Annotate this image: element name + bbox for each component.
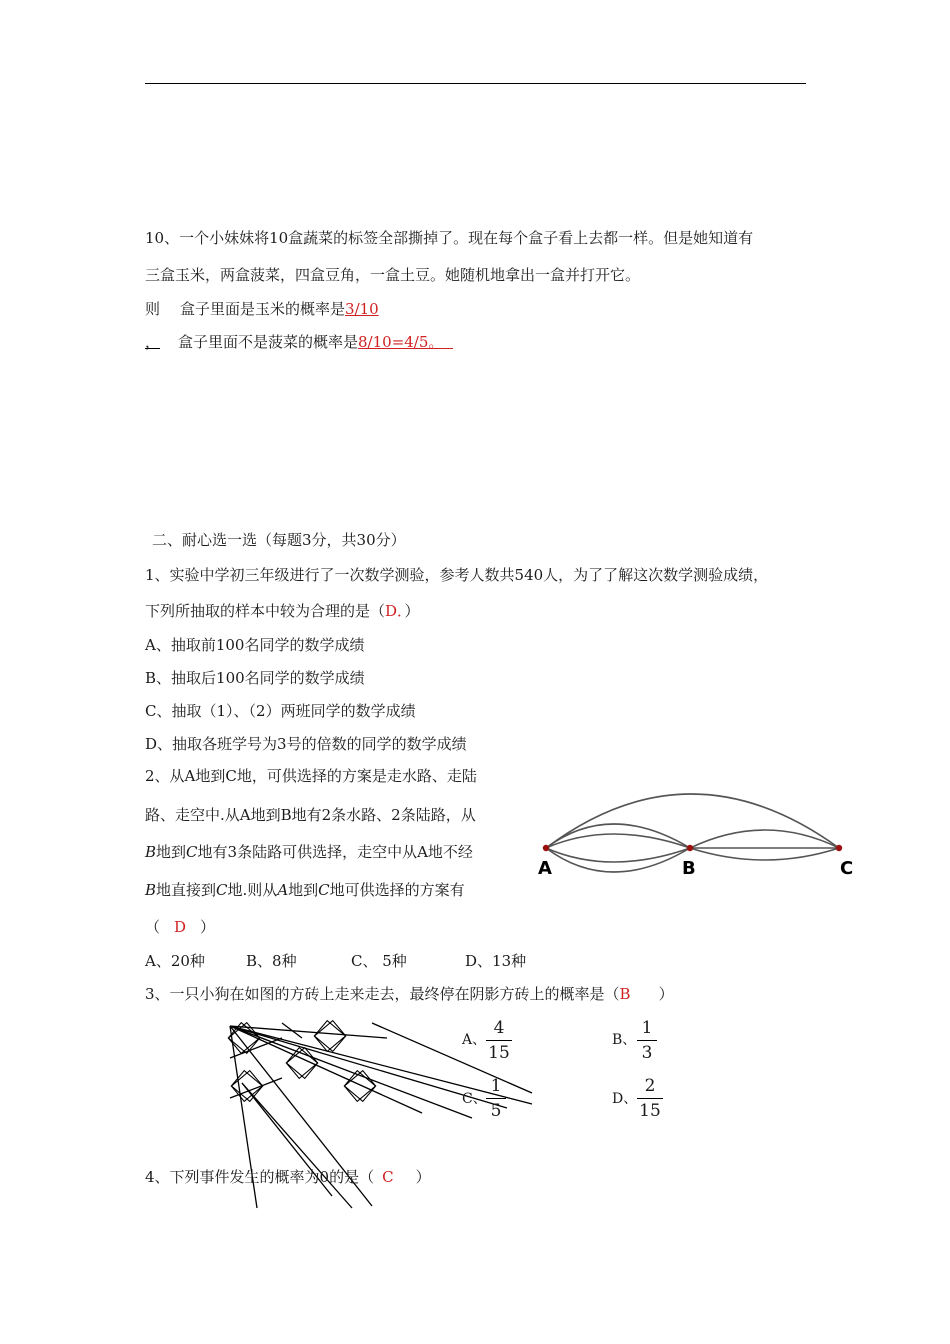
route-bc-3 bbox=[690, 848, 839, 860]
q3-b-num: 1 bbox=[641, 1018, 653, 1038]
label-c: C bbox=[840, 858, 854, 879]
q10-b-text: 盒子里面不是菠菜的概率是 bbox=[178, 333, 359, 351]
q10-answer-b bbox=[145, 332, 453, 352]
q2-line3 bbox=[145, 842, 473, 862]
route-ab-1 bbox=[546, 824, 690, 848]
q1-close: ） bbox=[404, 602, 420, 620]
q2-l3-t1: 地到 bbox=[156, 843, 187, 861]
q2-answer: D bbox=[174, 918, 187, 936]
q3-option-a-label: A、 bbox=[462, 1032, 487, 1048]
q1-stem: 下列所抽取的样本中较为合理的是（ bbox=[145, 602, 386, 620]
q3-option-d-fraction bbox=[637, 1075, 663, 1122]
q2-paren-close: ） bbox=[200, 918, 216, 936]
q10-b-prefix: ， bbox=[145, 333, 161, 351]
q2-option-c: C、 5种 bbox=[351, 952, 407, 970]
point-a bbox=[543, 845, 549, 851]
air-route bbox=[546, 794, 839, 848]
route-ab-4 bbox=[546, 848, 690, 872]
q2-l4-t4: 地可供选择的方案有 bbox=[329, 881, 465, 899]
q2-l4-t1: 地直接到 bbox=[156, 881, 217, 899]
q3-option-c-label: C、 bbox=[462, 1091, 487, 1107]
q1-answer: D． bbox=[385, 602, 405, 620]
q3-option-b-label: B、 bbox=[612, 1032, 637, 1048]
q10-a-answer: 3/10 bbox=[345, 300, 379, 318]
q1-line2 bbox=[145, 601, 420, 621]
q2-line1: 2、从A地到C地，可供选择的方案是走水路、走陆 bbox=[145, 767, 477, 785]
q2-l4-t2: 地.则从 bbox=[227, 881, 278, 899]
q3-a-den: 15 bbox=[488, 1043, 510, 1063]
label-a: A bbox=[538, 858, 552, 879]
q10-b-answer: 8/10=4/5。 bbox=[358, 333, 444, 351]
q3-answer: B bbox=[619, 985, 631, 1003]
q3-option-b-fraction bbox=[637, 1017, 657, 1064]
q3-stem: 3、一只小狗在如图的方砖上走来走去，最终停在阴影方砖上的概率是（ bbox=[145, 985, 620, 1003]
q2-l4-a: A bbox=[277, 881, 289, 899]
q3-c-num: 1 bbox=[490, 1076, 502, 1096]
q3-c-den: 5 bbox=[490, 1101, 502, 1121]
q10-line1: 10、一个小妹妹将10盒蔬菜的标签全部撕掉了。现在每个盒子看上去都一样。但是她知道有 bbox=[145, 229, 754, 247]
q2-l3-t2: 地有3条陆路可供选择，走空中从A地不经 bbox=[197, 843, 473, 861]
q3-close: ） bbox=[658, 985, 674, 1003]
q3-b-den: 3 bbox=[641, 1043, 653, 1063]
shaded-tiles bbox=[228, 1021, 375, 1102]
q2-l3-c: C bbox=[186, 843, 198, 861]
q3-line1 bbox=[145, 984, 674, 1004]
q3-d-den: 15 bbox=[639, 1101, 661, 1121]
point-b bbox=[687, 845, 693, 851]
q2-line4 bbox=[145, 880, 465, 900]
q1-option-d: D、抽取各班学号为3号的倍数的同学的数学成绩 bbox=[145, 735, 467, 753]
header-rule bbox=[145, 83, 806, 84]
point-c bbox=[836, 845, 842, 851]
q2-l4-t3: 地到 bbox=[288, 881, 319, 899]
q3-option-c-fraction bbox=[486, 1075, 506, 1122]
q1-option-b: B、抽取后100名同学的数学成绩 bbox=[145, 669, 365, 687]
q10-answer-a bbox=[145, 299, 379, 319]
q1-option-c: C、抽取（1）、（2）两班同学的数学成绩 bbox=[145, 702, 416, 720]
q2-l3-b: B bbox=[145, 843, 157, 861]
q4-close: ） bbox=[415, 1168, 431, 1186]
q3-d-num: 2 bbox=[644, 1076, 656, 1096]
label-b: B bbox=[682, 858, 696, 879]
q4-line1 bbox=[145, 1167, 431, 1187]
q2-l4-c2: C bbox=[318, 881, 330, 899]
q2-l4-b: B bbox=[145, 881, 157, 899]
q4-answer: C bbox=[382, 1168, 394, 1186]
q1-option-a: A、抽取前100名同学的数学成绩 bbox=[145, 636, 365, 654]
q2-answer-line bbox=[145, 917, 215, 937]
q2-paren-open: （ bbox=[145, 918, 161, 936]
section2-title: 二、耐心选一选（每题3分，共30分） bbox=[152, 531, 406, 549]
q2-option-d: D、13种 bbox=[465, 952, 527, 970]
q2-option-b: B、8种 bbox=[246, 952, 297, 970]
q2-l4-c: C bbox=[216, 881, 228, 899]
q10-a-text: 盒子里面是玉米的概率是 bbox=[180, 300, 346, 318]
q4-stem: 4、下列事件发生的概率为0的是（ bbox=[145, 1168, 375, 1186]
route-diagram bbox=[530, 770, 860, 890]
q3-a-num: 4 bbox=[493, 1018, 505, 1038]
q3-option-d-label: D、 bbox=[612, 1091, 638, 1107]
q10-line2: 三盒玉米，两盒菠菜，四盒豆角，一盒土豆。她随机地拿出一盒并打开它。 bbox=[145, 266, 641, 284]
q2-line2: 路、走空中.从A地到B地有2条水路、2条陆路，从 bbox=[145, 806, 476, 824]
q10-a-prefix: 则 bbox=[145, 300, 161, 318]
q3-option-a-fraction bbox=[486, 1017, 512, 1064]
q2-option-a: A、20种 bbox=[145, 952, 205, 970]
q1-line1: 1、实验中学初三年级进行了一次数学测验，参考人数共540人，为了了解这次数学测验成绩， bbox=[145, 566, 769, 584]
